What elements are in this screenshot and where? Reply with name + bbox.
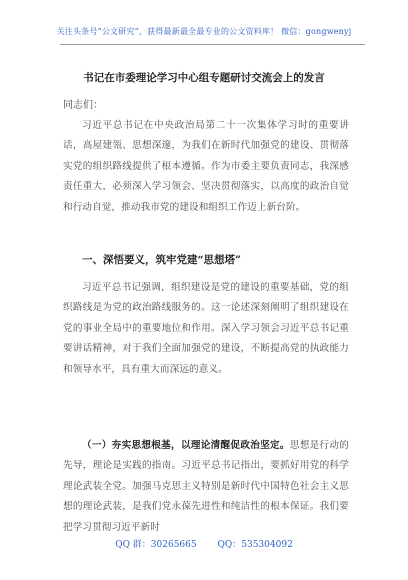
- header-banner: 关注头条号“公文研究”，获得最新最全最专业的公文资料库！ 微信：gongwenyj: [56, 27, 352, 36]
- header-divider: [60, 44, 365, 45]
- paragraph-1: 习近平总书记在中央政治局第二十一次集体学习时的重要讲话，高屋建瓴、思想深邃，为我们在新时代加强党的建设、贯彻落实党的组织路线提供了根本遵循。作为市委主要负责同志，我深感责任重大，必须深入学习领会、坚决贯彻落实，以高度的政治自觉和行动自觉，推动我市党的建设和组织工作迈上新台阶。: [63, 120, 349, 213]
- footer-contact: [0, 537, 408, 550]
- section-heading-1: 一、深悟要义，筑牢党建“思想塔”: [82, 254, 242, 266]
- paragraph-3-text: 思想是行动的先导，理论是实践的指南。习近平总书记指出，要抓好用党的科学理论武装全党。加强马克思主义特别是新时代中国特色社会主义思想的理论武装，是我们党永葆先进性和纯洁性的根本保证。我们要把学习贯彻习近平新时: [63, 440, 349, 533]
- subsection-heading-1: （一）夯实思想根基，以理论清醒促政治坚定。: [82, 440, 290, 451]
- footer-qq-group: QQ 群：30265665: [115, 540, 197, 550]
- paragraph-3: [63, 436, 349, 538]
- paragraph-2: 习近平总书记强调，组织建设是党的建设的重要基础，党的组织路线是为党的政治路线服务的。这一论述深刻阐明了组织建设在党的事业全局中的重要地位和作用。深入学习领会习近平总书记重要讲话精神，对于我们全面加强党的建设，不断提高党的执政能力和领导水平，具有重大而深远的意义。: [63, 282, 349, 375]
- document-title: 书记在市委理论学习中心组专题研讨交流会上的发言: [83, 72, 325, 84]
- footer-qq-contact: QQ：535304092: [217, 540, 293, 550]
- salutation: 同志们：: [63, 100, 103, 111]
